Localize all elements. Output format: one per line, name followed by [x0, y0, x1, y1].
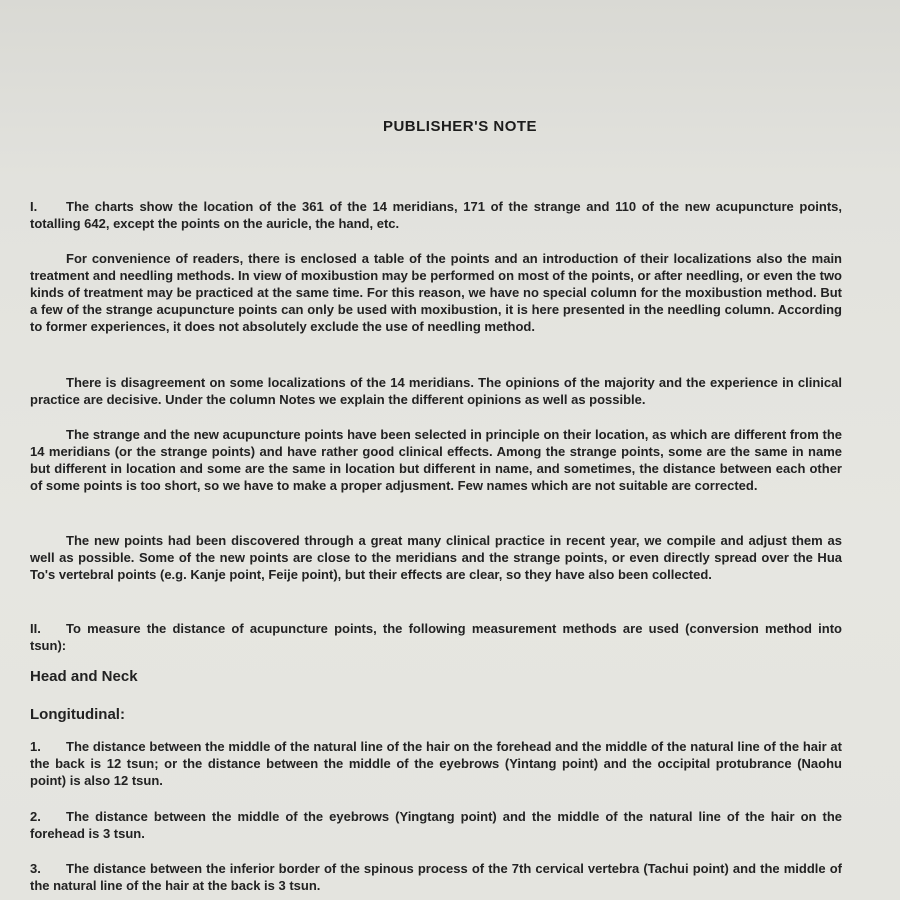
item-2-number: 2. [30, 809, 41, 824]
list-item [30, 860, 842, 894]
list-item [30, 808, 842, 842]
item-3-text: The distance between the inferior border of the spinous process of the 7th cervical vertebra (Tachui point) and the middle of the natural line of the hair at the back is 3 tsun. [30, 861, 842, 893]
section-2-number: II. [30, 621, 41, 636]
section-1-paragraph [30, 198, 842, 232]
section-1-number: I. [30, 199, 38, 214]
item-1-number: 1. [30, 739, 41, 754]
section-2-text: To measure the distance of acupuncture points, the following measurement methods are used (conversion method into tsun): [30, 621, 842, 653]
section-2-paragraph [30, 620, 842, 654]
paragraph-strange-points: The strange and the new acupuncture points have been selected in principle on their location, as which are different from the 14 meridians (or the strange points) and have rather good clinical effects. Among the strange points, some are the same in name but different in location and some are the same in location but different in name, and sometimes, the distance between each other of some points is too short, so we have to make a proper adjusment. Few names which are not suitable are corrected. [30, 427, 842, 493]
heading-head-and-neck: Head and Neck [30, 668, 138, 685]
page-title: PUBLISHER'S NOTE [382, 118, 538, 135]
paragraph-convenience: For convenience of readers, there is enclosed a table of the points and an introduction of their localizations also the main treatment and needling methods. In view of moxibustion may be performed on most of the points, or after needling, or even the two kinds of treatment may be practiced at the same time. For this reason, we have no special column for the moxibustion method. But a few of the strange acupuncture points can only be used with moxibustion, it is here presented in the needling column. According to former experiences, it does not absolutely exclude the use of needling method. [30, 251, 842, 334]
heading-longitudinal: Longitudinal: [30, 706, 125, 723]
list-item [30, 738, 842, 789]
section-1-text: The charts show the location of the 361 of the 14 meridians, 171 of the strange and 110 of the new acupuncture points, totalling 642, except the points on the auricle, the hand, etc. [30, 199, 842, 231]
item-2-text: The distance between the middle of the eyebrows (Yingtang point) and the middle of the natural line of the hair on the forehead is 3 tsun. [30, 809, 842, 841]
item-3-number: 3. [30, 861, 41, 876]
item-1-text: The distance between the middle of the natural line of the hair on the forehead and the middle of the natural line of the hair at the back is 12 tsun; or the distance between the middle of the eyebrows (Yintang point) and the occipital protubrance (Naohu point) is also 12 tsun. [30, 739, 842, 788]
paragraph-disagreement: There is disagreement on some localizations of the 14 meridians. The opinions of the majority and the experience in clinical practice are decisive. Under the column Notes we explain the different opinions as well as possible. [30, 375, 842, 407]
paragraph-new-points: The new points had been discovered through a great many clinical practice in recent year, we compile and adjust them as well as possible. Some of the new points are close to the meridians and the strange points, or even directly spread over the Hua To's vertebral points (e.g. Kanje point, Feije point), but their effects are clear, so they have also been collected. [30, 533, 842, 582]
